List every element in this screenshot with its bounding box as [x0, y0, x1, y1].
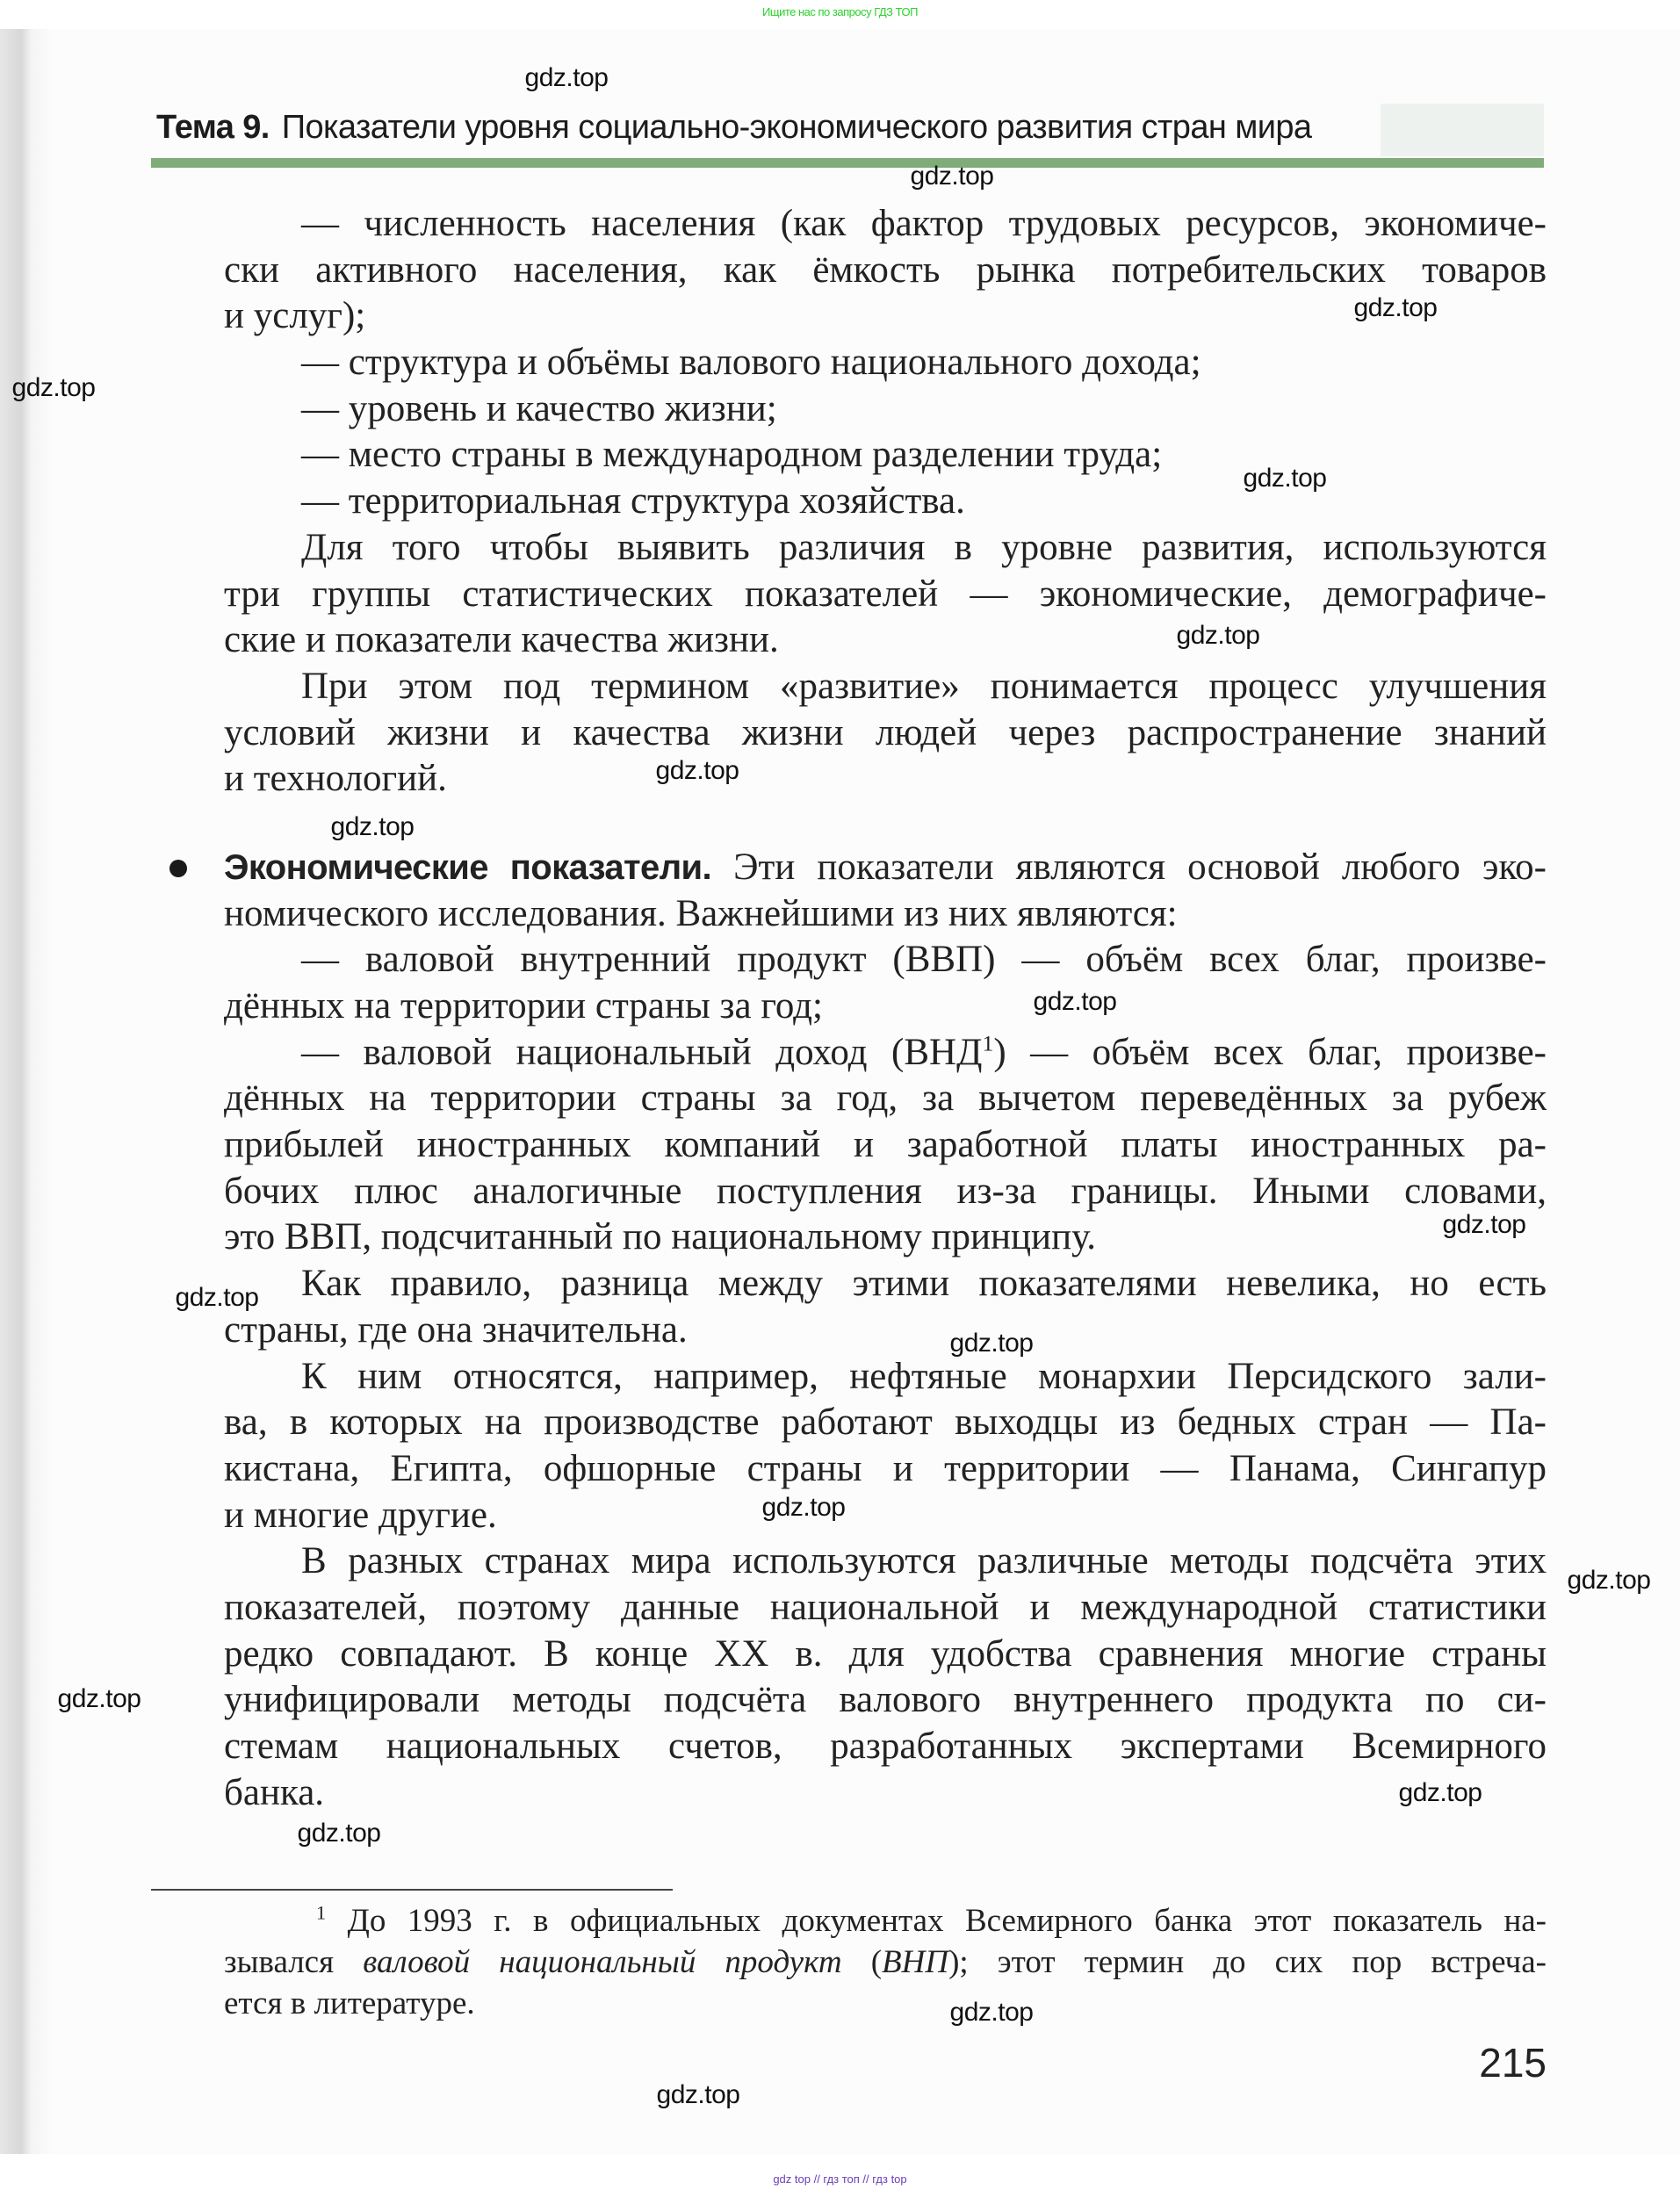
text-line: номического исследования. Важнейшими из них являются:	[224, 892, 1178, 934]
watermark: gdz.top	[11, 373, 96, 402]
body-text	[224, 201, 1547, 1816]
watermark: gdz.top	[1033, 987, 1117, 1016]
text-line: При этом под термином «развитие» понимается процесс улучшения	[301, 665, 1547, 707]
paragraph	[224, 201, 1547, 340]
text-line: редко совпадают. В конце XX в. для удобства сравнения многие страны	[224, 1632, 1547, 1675]
watermark: gdz.top	[949, 1998, 1034, 2027]
text-line	[224, 1030, 1547, 1077]
text-line: кистана, Египта, офшорные страны и территории — Панама, Сингапур	[224, 1447, 1547, 1489]
paragraph	[224, 664, 1547, 803]
watermark: gdz.top	[655, 756, 739, 785]
topic-number: Тема 9.	[156, 109, 270, 146]
footnote-marker: 1	[982, 1030, 994, 1056]
text-line: К ним относятся, например, нефтяные монархии Персидского зали-	[301, 1355, 1547, 1397]
text-line: В разных странах мира используются различные методы подсчёта этих	[301, 1540, 1547, 1582]
section-tab	[1381, 104, 1544, 156]
watermark: gdz.top	[1442, 1210, 1526, 1239]
text-line: прибылей иностранных компаний и заработной платы иностранных ра-	[224, 1124, 1547, 1166]
paragraph	[224, 1261, 1547, 1353]
watermark: gdz.top	[949, 1329, 1034, 1358]
watermark: gdz.top	[175, 1283, 259, 1312]
text-line	[224, 1900, 1547, 1942]
text-line: — валовой внутренний продукт (ВВП) — объём всех благ, произве-	[301, 939, 1547, 981]
text-line	[224, 845, 1547, 891]
text-segment: До 1993 г. в официальных документах Всемирного банка этот показатель на-	[326, 1903, 1547, 1939]
text-segment: валовой национальный продукт	[363, 1944, 842, 1980]
page-number: 215	[1479, 2040, 1547, 2086]
header-divider	[151, 158, 1544, 168]
watermark: gdz.top	[656, 2080, 740, 2109]
text-line: три группы статистических показателей — экономические, демографиче-	[224, 573, 1547, 615]
text-segment: ) — объём всех благ, произве-	[993, 1031, 1547, 1073]
watermark: gdz.top	[524, 63, 609, 92]
footnote-marker: 1	[316, 1901, 327, 1924]
bulleted-section	[224, 845, 1547, 937]
text-line	[224, 1942, 1547, 1983]
top-search-banner: Ищите нас по запросу ГДЗ ТОП	[762, 5, 918, 18]
text-line: — территориальная структура хозяйства.	[301, 480, 965, 522]
text-segment: (	[841, 1944, 883, 1980]
watermark: gdz.top	[1398, 1778, 1482, 1807]
text-line: Как правило, разница между этими показателями невелика, но есть	[301, 1263, 1547, 1305]
watermark: gdz.top	[57, 1684, 141, 1713]
text-line: страны, где она значительна.	[224, 1308, 688, 1351]
footnote	[224, 1900, 1547, 2024]
text-line: это ВВП, подсчитанный по национальному принципу.	[224, 1216, 1097, 1258]
text-segment: ); этот термин до сих пор встреча-	[948, 1944, 1547, 1980]
text-line: и технологий.	[224, 758, 447, 800]
text-line: бочих плюс аналогичные поступления из-за границы. Иными словами,	[224, 1170, 1547, 1212]
paragraph	[224, 937, 1547, 1029]
text-line: условий жизни и качества жизни людей через распространение знаний	[224, 711, 1547, 753]
paragraph	[224, 386, 1547, 433]
watermark: gdz.top	[1567, 1566, 1651, 1595]
text-segment: ВНП	[882, 1944, 949, 1980]
paragraph	[224, 340, 1547, 386]
watermark: gdz.top	[910, 162, 994, 191]
text-line: ва, в которых на производстве работают выходцы из бедных стран — Па-	[224, 1401, 1547, 1444]
text-segment: зывался	[224, 1944, 364, 1980]
section-lead-in: Экономические показатели.	[224, 847, 712, 887]
page-header	[156, 109, 1311, 147]
text-line: стемам национальных счетов, разработанных экспертами Всемирного	[224, 1726, 1547, 1767]
bullet-icon	[169, 860, 187, 877]
topic-title: Показатели уровня социально-экономического развития стран мира	[281, 109, 1312, 146]
paragraph	[224, 525, 1547, 664]
text-line: — место страны в международном разделении труда;	[301, 434, 1163, 476]
footnote-divider	[151, 1889, 673, 1891]
text-line: Для того чтобы выявить различия в уровне развития, используются	[301, 526, 1547, 568]
text-line: ские и показатели качества жизни.	[224, 619, 779, 661]
watermark: gdz.top	[330, 812, 415, 841]
text-line: ется в литературе.	[224, 1985, 475, 2021]
text-line: — уровень и качество жизни;	[301, 387, 777, 429]
watermark: gdz.top	[1243, 464, 1327, 493]
text-line: и многие другие.	[224, 1494, 497, 1536]
watermark: gdz.top	[1176, 621, 1260, 650]
text-line: и услуг);	[224, 295, 366, 337]
text-line: банка.	[224, 1771, 325, 1813]
text-line: дённых на территории страны за год;	[224, 985, 823, 1027]
paragraph	[224, 1354, 1547, 1539]
watermark: gdz.top	[1353, 293, 1438, 322]
paragraph	[224, 1538, 1547, 1816]
text-line: унифицировали методы подсчёта валового внутреннего продукта по си-	[224, 1679, 1547, 1721]
page-gutter-shadow	[0, 29, 53, 2154]
watermark: gdz.top	[761, 1493, 846, 1522]
bottom-banner: gdz top // гдз топ // гдз top	[773, 2172, 907, 2186]
text-line: — численность населения (как фактор трудовых ресурсов, экономиче-	[301, 203, 1547, 244]
text-line: ски активного населения, как ёмкость рынка потребительских товаров	[224, 249, 1547, 291]
paragraph	[224, 1030, 1547, 1261]
paragraph	[224, 479, 1547, 525]
text-line: — структура и объёмы валового национального дохода;	[301, 342, 1201, 384]
text-line: показателей, поэтому данные национальной и международной статистики	[224, 1586, 1547, 1628]
watermark: gdz.top	[297, 1819, 381, 1848]
text-segment: Эти показатели являются основой любого эко-	[711, 846, 1547, 888]
text-segment: — валовой национальный доход (ВНД	[301, 1031, 983, 1073]
paragraph	[224, 432, 1547, 479]
text-line: дённых на территории страны за год, за вычетом переведённых за рубеж	[224, 1077, 1547, 1120]
